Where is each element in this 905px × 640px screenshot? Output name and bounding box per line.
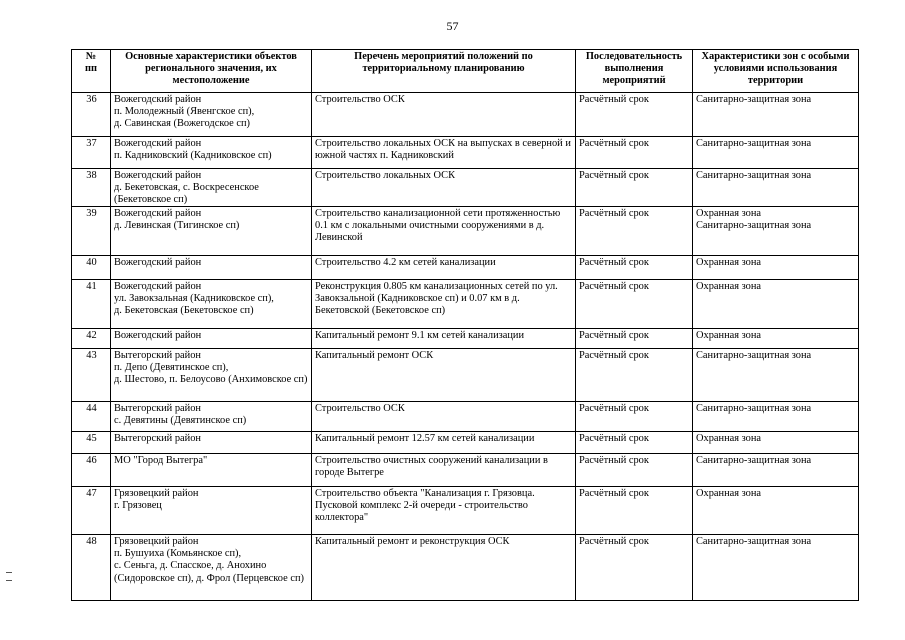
cell-sequence: Расчётный срок — [576, 137, 693, 169]
cell-sequence: Расчётный срок — [576, 432, 693, 454]
table-row — [72, 454, 859, 487]
table-row — [72, 207, 859, 256]
cell-location: Вожегодский район п. Молодежный (Явенгское сп), д. Савинская (Вожегодское сп) — [111, 93, 312, 137]
table-row — [72, 93, 859, 137]
table-row — [72, 432, 859, 454]
table-row — [72, 137, 859, 169]
margin-mark — [6, 580, 12, 581]
cell-zones: Охранная зона — [693, 487, 859, 535]
cell-zones: Охранная зона — [693, 256, 859, 280]
cell-num: 42 — [72, 329, 111, 349]
cell-num: 47 — [72, 487, 111, 535]
cell-sequence: Расчётный срок — [576, 402, 693, 432]
cell-location: Грязовецкий район г. Грязовец — [111, 487, 312, 535]
cell-num: 41 — [72, 280, 111, 329]
cell-sequence: Расчётный срок — [576, 256, 693, 280]
cell-num: 40 — [72, 256, 111, 280]
cell-location: Вожегодский район — [111, 256, 312, 280]
table-row — [72, 535, 859, 601]
cell-num: 37 — [72, 137, 111, 169]
cell-measures: Строительство очистных сооружений канализации в городе Вытегре — [312, 454, 576, 487]
cell-zones: Санитарно-защитная зона — [693, 169, 859, 207]
cell-num: 36 — [72, 93, 111, 137]
header-num: № пп — [72, 50, 111, 93]
cell-zones: Санитарно-защитная зона — [693, 93, 859, 137]
cell-zones: Охранная зона — [693, 329, 859, 349]
table-row — [72, 402, 859, 432]
cell-num: 38 — [72, 169, 111, 207]
cell-measures: Строительство канализационной сети протяженностью 0.1 км с локальными очистными сооружениями в д. Левинской — [312, 207, 576, 256]
cell-sequence: Расчётный срок — [576, 535, 693, 601]
cell-location: Вытегорский район п. Депо (Девятинское сп), д. Шестово, п. Белоусово (Анхимовское сп) — [111, 349, 312, 402]
cell-location: Вытегорский район — [111, 432, 312, 454]
cell-zones: Санитарно-защитная зона — [693, 137, 859, 169]
header-measures: Перечень мероприятий положений по территориальному планированию — [312, 50, 576, 93]
table-row — [72, 329, 859, 349]
table-row — [72, 169, 859, 207]
cell-num: 39 — [72, 207, 111, 256]
table-row — [72, 487, 859, 535]
cell-sequence: Расчётный срок — [576, 349, 693, 402]
cell-measures: Строительство локальных ОСК — [312, 169, 576, 207]
cell-sequence: Расчётный срок — [576, 487, 693, 535]
page-number: 57 — [446, 19, 459, 33]
cell-num: 44 — [72, 402, 111, 432]
table-header-row — [72, 50, 859, 93]
cell-sequence: Расчётный срок — [576, 454, 693, 487]
cell-num: 43 — [72, 349, 111, 402]
cell-zones: Санитарно-защитная зона — [693, 454, 859, 487]
cell-zones: Санитарно-защитная зона — [693, 535, 859, 601]
cell-zones: Охранная зона — [693, 280, 859, 329]
cell-sequence: Расчётный срок — [576, 280, 693, 329]
header-sequence: Последовательность выполнения мероприятий — [576, 50, 693, 93]
cell-location: Вожегодский район — [111, 329, 312, 349]
cell-measures: Строительство объекта "Канализация г. Грязовца. Пусковой комплекс 2-й очереди - строительство коллектора" — [312, 487, 576, 535]
cell-measures: Капитальный ремонт 12.57 км сетей канализации — [312, 432, 576, 454]
cell-measures: Капитальный ремонт 9.1 км сетей канализации — [312, 329, 576, 349]
header-zones: Характеристики зон с особыми условиями использования территории — [693, 50, 859, 93]
cell-location: Вытегорский район с. Девятины (Девятинское сп) — [111, 402, 312, 432]
cell-sequence: Расчётный срок — [576, 169, 693, 207]
table-row — [72, 280, 859, 329]
cell-zones: Санитарно-защитная зона — [693, 402, 859, 432]
cell-zones: Санитарно-защитная зона — [693, 349, 859, 402]
cell-location: Вожегодский район ул. Завокзальная (Кадниковское сп), д. Бекетовская (Бекетовское сп) — [111, 280, 312, 329]
cell-sequence: Расчётный срок — [576, 207, 693, 256]
cell-measures: Строительство локальных ОСК на выпусках в северной и южной частях п. Кадниковский — [312, 137, 576, 169]
cell-measures: Строительство 4.2 км сетей канализации — [312, 256, 576, 280]
measures-table — [71, 49, 859, 601]
cell-measures: Строительство ОСК — [312, 402, 576, 432]
cell-num: 48 — [72, 535, 111, 601]
cell-num: 46 — [72, 454, 111, 487]
header-location: Основные характеристики объектов регионального значения, их местоположение — [111, 50, 312, 93]
cell-location: Вожегодский район п. Кадниковский (Кадниковское сп) — [111, 137, 312, 169]
cell-sequence: Расчётный срок — [576, 93, 693, 137]
cell-zones: Охранная зона — [693, 432, 859, 454]
cell-sequence: Расчётный срок — [576, 329, 693, 349]
cell-num: 45 — [72, 432, 111, 454]
cell-measures: Строительство ОСК — [312, 93, 576, 137]
cell-measures: Реконструкция 0.805 км канализационных сетей по ул. Завокзальной (Кадниковское сп) и 0.07 км в д. Бекетовской (Бекетовское сп) — [312, 280, 576, 329]
cell-zones: Охранная зона Санитарно-защитная зона — [693, 207, 859, 256]
cell-location: МО "Город Вытегра" — [111, 454, 312, 487]
table-row — [72, 349, 859, 402]
cell-location: Вожегодский район д. Бекетовская, с. Воскресенское (Бекетовское сп) — [111, 169, 312, 207]
cell-location: Вожегодский район д. Левинская (Тигинское сп) — [111, 207, 312, 256]
cell-measures: Капитальный ремонт и реконструкция ОСК — [312, 535, 576, 601]
table-row — [72, 256, 859, 280]
cell-location: Грязовецкий район п. Бушуиха (Комьянское сп), с. Сеньга, д. Спасское, д. Анохино (Сидоровское сп), д. Фрол (Перцевское сп) — [111, 535, 312, 601]
table-body — [72, 93, 859, 601]
cell-measures: Капитальный ремонт ОСК — [312, 349, 576, 402]
margin-mark — [6, 572, 12, 573]
